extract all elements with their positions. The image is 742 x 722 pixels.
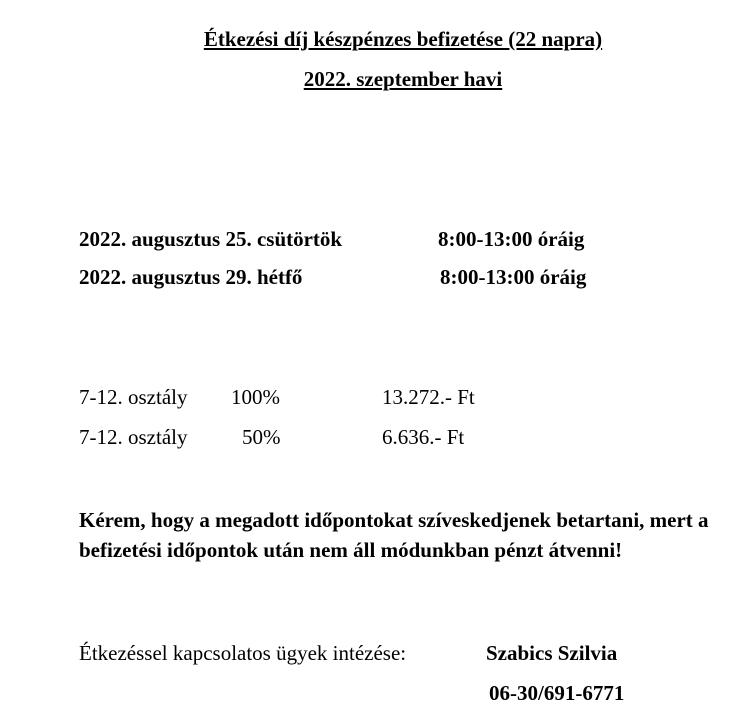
fee-class: 7-12. osztály (79, 385, 188, 409)
contact-label: Étkezéssel kapcsolatos ügyek intézése: (79, 641, 407, 665)
fee-percent: 50% (242, 425, 281, 449)
payment-notice: Kérem, hogy a megadott időpontokat szíveskedjenek betartani, mert a befizetési időpontok után nem áll módunkban pénzt átvenni! (79, 508, 709, 562)
schedule-date: 2022. augusztus 29. hétfő (79, 265, 303, 289)
document-title: Étkezési díj készpénzes befizetése (22 napra) (203, 27, 603, 51)
schedule-date: 2022. augusztus 25. csütörtök (79, 227, 343, 251)
fee-class: 7-12. osztály (79, 425, 188, 449)
schedule-time: 8:00-13:00 óráig (440, 265, 587, 289)
schedule-time: 8:00-13:00 óráig (438, 227, 585, 251)
contact-name: Szabics Szilvia (486, 641, 618, 665)
contact-phone: 06-30/691-6771 (489, 681, 625, 705)
fee-amount: 6.636.- Ft (382, 425, 465, 449)
document-subtitle: 2022. szeptember havi (303, 67, 503, 91)
fee-percent: 100% (231, 385, 280, 409)
fee-amount: 13.272.- Ft (382, 385, 475, 409)
